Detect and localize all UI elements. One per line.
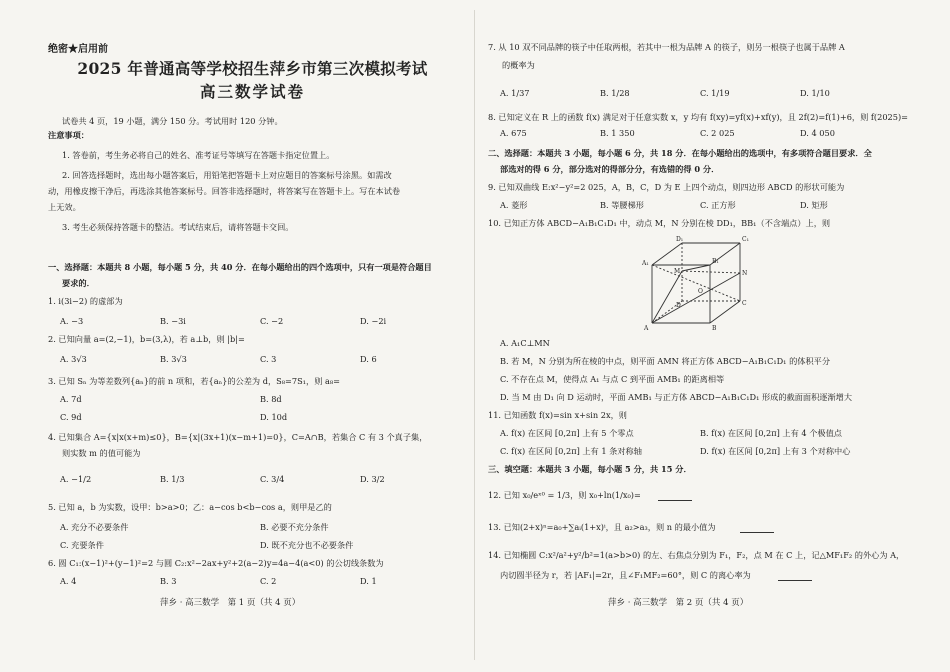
question-2: 2. 已知向量 a=(2,−1)，b=(3,λ)，若 a⊥b，则 |b|=	[48, 334, 245, 344]
question-7-cont: 的概率为	[502, 60, 535, 70]
q8-option-d: D. 4 050	[800, 128, 835, 138]
question-8: 8. 已知定义在 R 上的函数 f(x) 满足对于任意实数 x，y 均有 f(xy)=yf(x)+xf(y)，且 2f(2)=f(1)+6，则 f(2025)=	[488, 112, 908, 122]
q10-option-a: A. A₁C⊥MN	[500, 338, 550, 348]
segment-am	[652, 271, 682, 323]
segment-an	[652, 273, 740, 323]
section-2-heading: 二、选择题：本题共 3 小题，每小题 6 分，共 18 分．在每小题给出的选项中，有多项符合题目要求．全	[488, 148, 872, 158]
question-4-cont: 则实数 m 的值可能为	[62, 448, 141, 458]
q9-option-b: B. 等腰梯形	[600, 200, 644, 210]
q8-option-a: A. 675	[500, 128, 527, 138]
q8-option-c: C. 2 025	[700, 128, 735, 138]
q2-option-a: A. 3√3	[60, 354, 87, 364]
q5-option-b: B. 必要不充分条件	[260, 522, 329, 532]
page-gutter	[474, 10, 475, 660]
q7-option-a: A. 1/37	[500, 88, 530, 98]
q4-option-d: D. 3/2	[360, 474, 385, 484]
q5-option-c: C. 充要条件	[60, 540, 104, 550]
q7-option-b: B. 1/28	[600, 88, 630, 98]
segment-a1c	[652, 265, 740, 301]
question-9: 9. 已知双曲线 E:x²−y²=2 025，A，B，C，D 为 E 上四个动点，则四边形 ABCD 的形状可能为	[488, 182, 845, 192]
q5-option-d: D. 既不充分也不必要条件	[260, 540, 354, 550]
q10-option-c: C. 不存在点 M，使得点 A₁ 与点 C 到平面 AMB₁ 的距离相等	[500, 374, 725, 384]
label-d1: D₁	[676, 236, 684, 243]
question-3: 3. 已知 Sₙ 为等差数列{aₙ}的前 n 项和，若{aₙ}的公差为 d，S₈=7S₁，则 a₈=	[48, 376, 341, 386]
q6-option-d: D. 1	[360, 576, 377, 586]
exam-title: 2025 年普通高等学校招生萍乡市第三次模拟考试	[77, 59, 428, 78]
q6-option-b: B. 3	[160, 576, 177, 586]
q11-option-b: B. f(x) 在区间 [0,2π] 上有 4 个极值点	[700, 428, 842, 438]
q3-option-b: B. 8d	[260, 394, 282, 404]
q12-answer-blank[interactable]	[658, 492, 692, 501]
label-b: B	[712, 325, 717, 332]
q3-option-d: D. 10d	[260, 412, 288, 422]
question-11: 11. 已知函数 f(x)=sin x+sin 2x，则	[488, 410, 627, 420]
label-c1: C₁	[742, 236, 749, 243]
segment-mn	[682, 271, 740, 273]
q6-option-a: A. 4	[60, 576, 77, 586]
q2-option-c: C. 3	[260, 354, 277, 364]
label-a1: A₁	[642, 260, 649, 267]
notice-2c: 上无效。	[48, 202, 81, 212]
notice-title: 注意事项：	[48, 130, 89, 140]
notice-2a: 2. 回答选择题时，选出每小题答案后，用铅笔把答题卡上对应题目的答案标号涂黑。如需改	[62, 170, 392, 180]
q9-option-d: D. 矩形	[800, 200, 828, 210]
cube-edge	[710, 301, 740, 323]
question-4: 4. 已知集合 A={x|x(x+m)≤0}，B={x|(3x+1)(x−m+1)=0}，C=A∩B，若集合 C 有 3 个真子集，	[48, 432, 428, 442]
label-m: M	[674, 268, 681, 275]
confidential-label: 绝密★启用前	[48, 44, 108, 55]
q6-option-c: C. 2	[260, 576, 277, 586]
question-10: 10. 已知正方体 ABCD−A₁B₁C₁D₁ 中，动点 M，N 分别在棱 DD₁，BB₁（不含端点）上，则	[488, 218, 831, 228]
notice-2b: 动，用橡皮擦干净后，再选涂其他答案标号。回答非选择题时，将答案写在答题卡上。写在本试卷	[48, 186, 401, 196]
page-2	[478, 0, 950, 672]
q3-option-a: A. 7d	[60, 394, 82, 404]
segment-mb1	[682, 265, 710, 271]
q8-option-b: B. 1 350	[600, 128, 635, 138]
q7-option-d: D. 1/10	[800, 88, 830, 98]
exam-subtitle: 高三数学试卷	[199, 82, 305, 101]
q11-option-a: A. f(x) 在区间 [0,2π] 上有 5 个零点	[500, 428, 634, 438]
notice-1: 1. 答卷前，考生务必将自己的姓名、准考证号等填写在答题卡指定位置上。	[62, 150, 335, 160]
notice-3: 3. 考生必须保持答题卡的整洁。考试结束后，请将答题卡交回。	[62, 222, 294, 232]
q2-option-d: D. 6	[360, 354, 377, 364]
label-a: A	[644, 325, 649, 332]
q4-option-b: B. 1/3	[160, 474, 185, 484]
label-n: N	[742, 270, 748, 277]
q9-option-a: A. 菱形	[500, 200, 528, 210]
cube-figure	[640, 235, 752, 333]
question-13: 13. 已知(2+x)ⁿ=a₀+∑aᵢ(1+x)ⁱ，且 a₂>a₃，则 n 的最小值为	[488, 522, 716, 532]
label-b1: B₁	[712, 258, 719, 265]
page-1-footer: 萍乡 · 高三数学 第 1 页（共 4 页）	[160, 598, 301, 608]
question-12: 12. 已知 x₀/eˣ⁰ = 1/3，则 x₀+ln(1/x₀)=	[488, 490, 641, 500]
q1-option-d: D. −2i	[360, 316, 387, 326]
q1-option-a: A. −3	[60, 316, 84, 326]
q2-option-b: B. 3√3	[160, 354, 187, 364]
q13-answer-blank[interactable]	[740, 524, 774, 533]
q9-option-c: C. 正方形	[700, 200, 736, 210]
q3-option-c: C. 9d	[60, 412, 82, 422]
q10-option-b: B. 若 M，N 分别为所在棱的中点，则平面 AMN 将正方体 ABCD−A₁B₁C₁D₁ 的体积平分	[500, 356, 831, 366]
q7-option-c: C. 1/19	[700, 88, 730, 98]
q11-option-c: C. f(x) 在区间 [0,2π] 上有 1 条对称轴	[500, 446, 642, 456]
q4-option-a: A. −1/2	[60, 474, 92, 484]
q10-option-d: D. 当 M 由 D₁ 向 D 运动时，平面 AMB₁ 与正方体 ABCD−A₁B₁C₁D₁ 形成的截面面积逐渐增大	[500, 392, 853, 402]
question-7: 7. 从 10 双不同品牌的筷子中任取两根，若其中一根为品牌 A 的筷子，则另一根筷子也属于品牌 A	[488, 42, 845, 52]
section-1-heading-cont: 要求的．	[62, 278, 95, 288]
label-d: D	[676, 302, 681, 309]
q14-answer-blank[interactable]	[778, 572, 812, 581]
label-c: C	[742, 300, 747, 307]
question-14: 14. 已知椭圆 C:x²/a²+y²/b²=1(a>b>0) 的左、右焦点分别为 F₁，F₂，点 M 在 C 上，记△MF₁F₂ 的外心为 A，	[488, 550, 905, 560]
page-2-footer: 萍乡 · 高三数学 第 2 页（共 4 页）	[608, 598, 749, 608]
exam-info: 试卷共 4 页，19 小题，满分 150 分。考试用时 120 分钟。	[62, 116, 283, 126]
section-1-heading: 一、选择题：本题共 8 小题，每小题 5 分，共 40 分．在每小题给出的四个选项中，只有一项是符合题目	[48, 262, 432, 272]
cube-edge	[652, 243, 682, 265]
label-o: O	[698, 288, 703, 295]
q5-option-a: A. 充分不必要条件	[60, 522, 129, 532]
question-6: 6. 圆 C₁:(x−1)²+(y−1)²=2 与圆 C₂:x²−2ax+y²+2(a−2)y=4a−4(a<0) 的公切线条数为	[48, 558, 384, 568]
question-14-cont: 内切圆半径为 r，若 |AF₁|=2r，且∠F₁MF₂=60°，则 C 的离心率为	[500, 570, 751, 580]
q11-option-d: D. f(x) 在区间 [0,2π] 上有 3 个对称中心	[700, 446, 851, 456]
q4-option-c: C. 3/4	[260, 474, 285, 484]
question-5: 5. 已知 a，b 为实数，设甲：b>a>0；乙：a−cos b<b−cos a，则甲是乙的	[48, 502, 332, 512]
q1-option-c: C. −2	[260, 316, 284, 326]
section-2-heading-cont: 部选对的得 6 分，部分选对的得部分分，有选错的得 0 分．	[500, 164, 720, 174]
question-1: 1. i(3i−2) 的虚部为	[48, 296, 123, 306]
section-3-heading: 三、填空题：本题共 3 小题，每小题 5 分，共 15 分．	[488, 464, 692, 474]
q1-option-b: B. −3i	[160, 316, 186, 326]
